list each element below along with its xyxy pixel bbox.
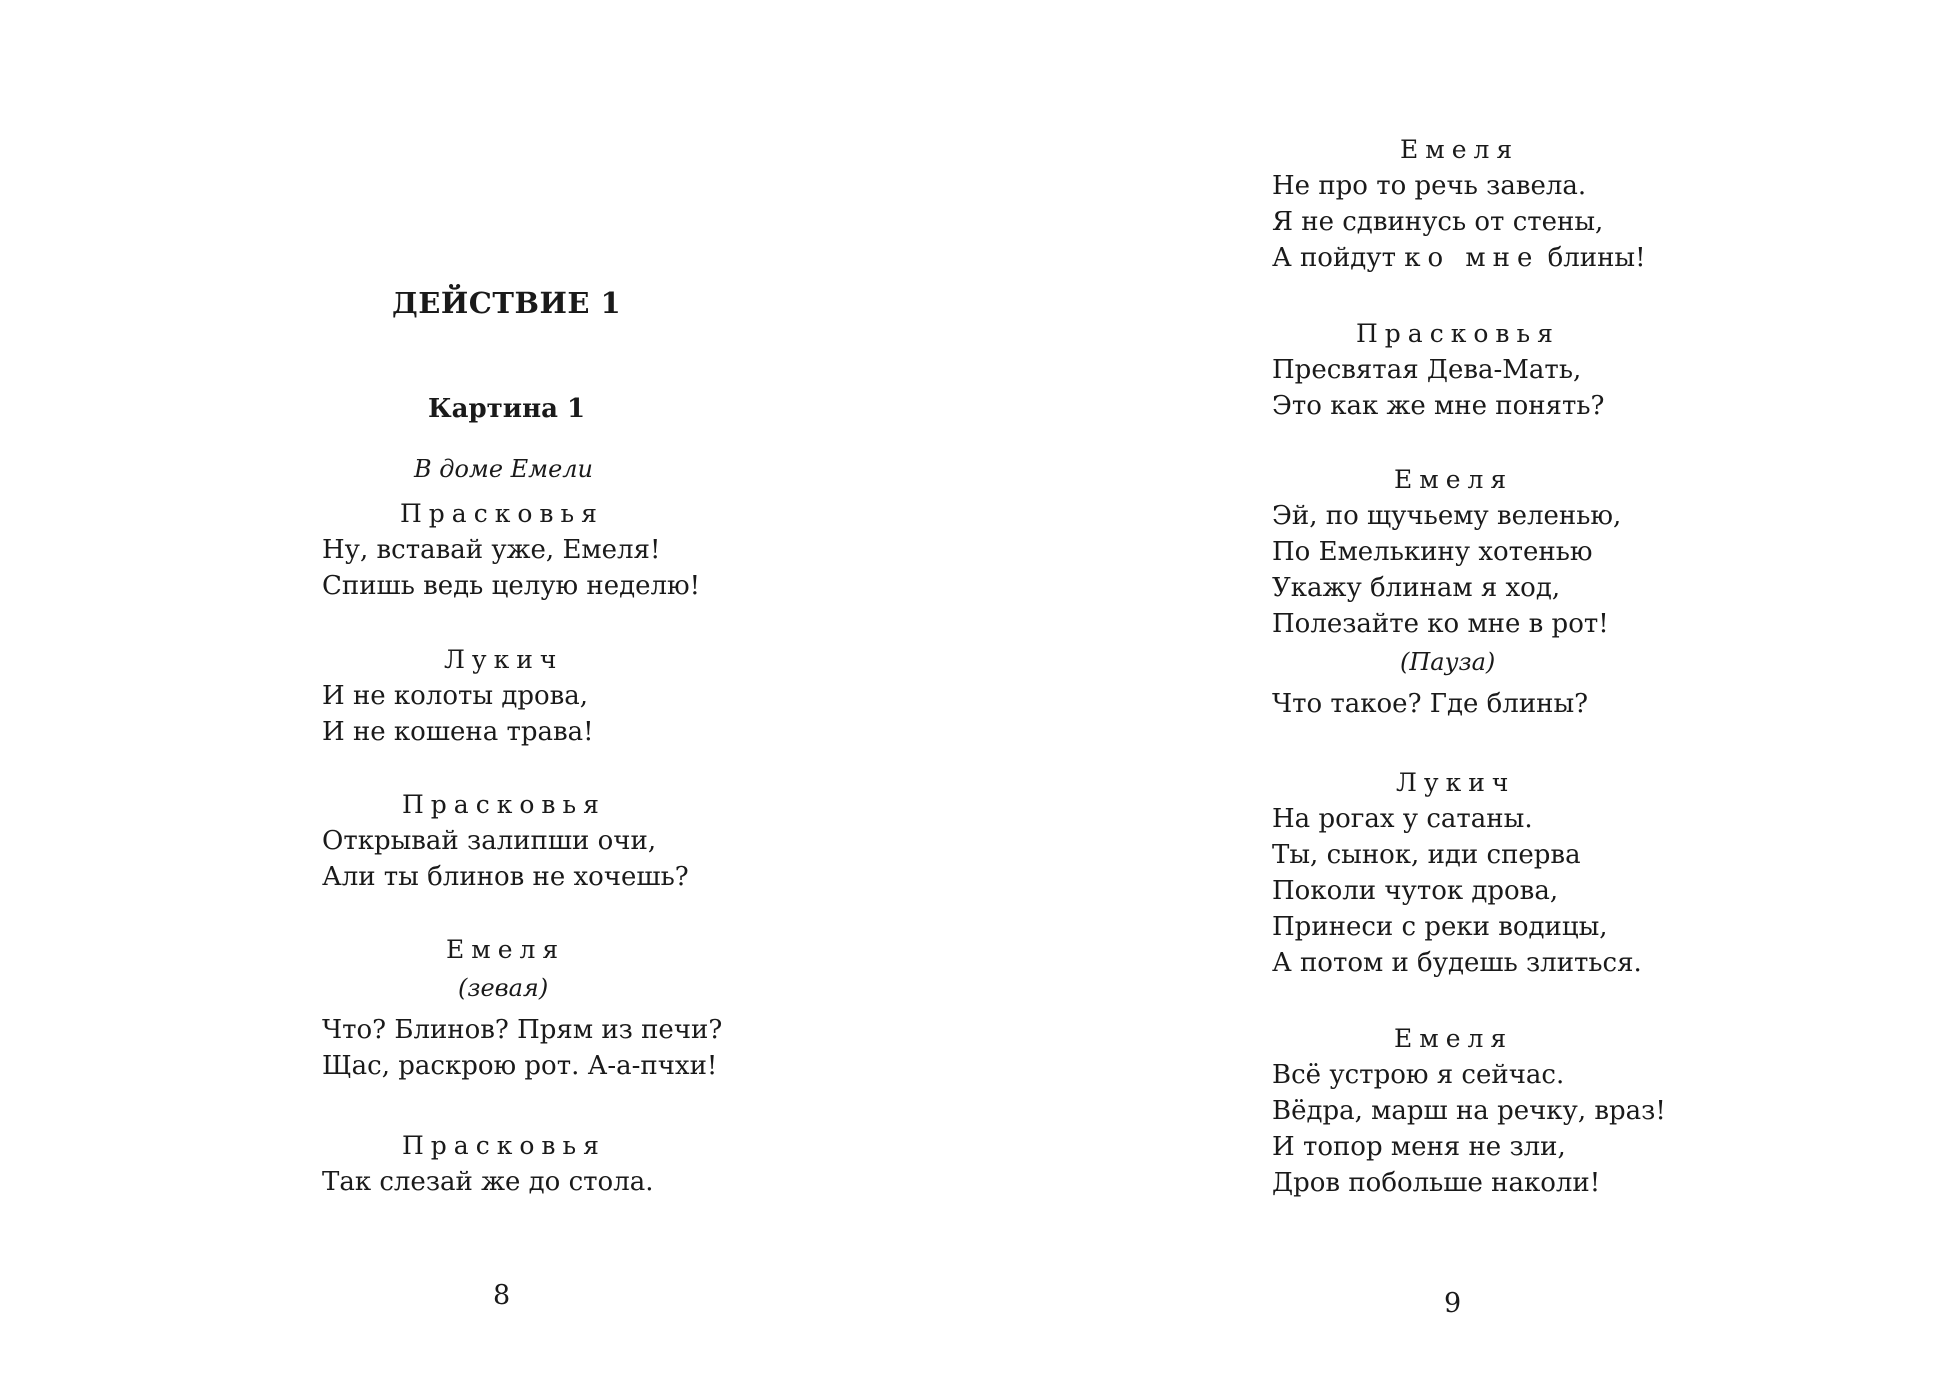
verse-line: Укажу блинам я ход, bbox=[1272, 573, 1561, 603]
speaker-name: Емеля bbox=[1400, 135, 1520, 164]
act-title: ДЕЙСТВИЕ 1 bbox=[392, 286, 622, 320]
dialogue-block bbox=[322, 496, 700, 604]
verse-line: Вёдра, марш на речку, враз! bbox=[1272, 1096, 1666, 1126]
dialogue-block bbox=[1272, 462, 1621, 722]
speaker-name: Емеля bbox=[446, 935, 566, 964]
verse-line: Это как же мне понять? bbox=[1272, 391, 1605, 421]
verse-line: Что? Блинов? Прям из печи? bbox=[322, 1015, 723, 1045]
verse-line: Спишь ведь целую неделю! bbox=[322, 571, 701, 601]
dialogue-block bbox=[1272, 316, 1604, 424]
verse-line: Полезайте ко мне в рот! bbox=[1272, 609, 1609, 639]
speaker-name: Прасковья bbox=[402, 790, 606, 819]
verse-line: И не колоты дрова, bbox=[322, 681, 589, 711]
speaker-name: Емеля bbox=[1394, 1024, 1514, 1053]
verse-line: Ну, вставай уже, Емеля! bbox=[322, 535, 661, 565]
speaker-name: Емеля bbox=[1394, 465, 1514, 494]
verse-line: Так слезай же до стола. bbox=[322, 1167, 654, 1197]
dialogue-block bbox=[322, 642, 594, 750]
verse-line: Принеси с реки водицы, bbox=[1272, 912, 1608, 942]
speaker-name: Прасковья bbox=[402, 1131, 606, 1160]
verse-line-part: А пойдут bbox=[1272, 243, 1405, 273]
verse-line-spaced: ко мне bbox=[1404, 243, 1540, 273]
stage-direction: (Пауза) bbox=[1400, 648, 1496, 676]
speaker-name: Лукич bbox=[1396, 768, 1516, 797]
verse-line: Пресвятая Дева-Мать, bbox=[1272, 355, 1582, 385]
verse-line: Всё устрою я сейчас. bbox=[1272, 1060, 1565, 1090]
verse-line: Дров побольше наколи! bbox=[1272, 1168, 1601, 1198]
verse-line: Эй, по щучьему веленью, bbox=[1272, 501, 1622, 531]
stage-setting: В доме Емели bbox=[414, 455, 594, 483]
verse-line: По Емелькину хотенью bbox=[1272, 537, 1593, 567]
page-number: 8 bbox=[493, 1280, 511, 1311]
verse-line: Что такое? Где блины? bbox=[1272, 689, 1589, 719]
verse-line: И не кошена трава! bbox=[322, 717, 594, 747]
dialogue-block bbox=[322, 787, 689, 895]
speaker-name: Прасковья bbox=[1356, 319, 1560, 348]
right-page bbox=[978, 0, 1956, 1380]
page-number: 9 bbox=[1444, 1288, 1462, 1319]
dialogue-block bbox=[322, 932, 722, 1084]
verse-line: Ты, сынок, иди сперва bbox=[1272, 840, 1581, 870]
verse-line-part: блины! bbox=[1539, 243, 1646, 273]
dialogue-block bbox=[1272, 1021, 1666, 1201]
verse-line: А потом и будешь злиться. bbox=[1272, 948, 1642, 978]
speaker-name: Прасковья bbox=[400, 499, 604, 528]
verse-line: Не про то речь завела. bbox=[1272, 171, 1587, 201]
dialogue-block bbox=[1272, 132, 1646, 276]
speaker-name: Лукич bbox=[444, 645, 564, 674]
scene-title: Картина 1 bbox=[428, 394, 586, 424]
dialogue-block bbox=[1272, 765, 1642, 981]
stage-direction: (зевая) bbox=[458, 974, 549, 1002]
verse-line: И топор меня не зли, bbox=[1272, 1132, 1566, 1162]
verse-line bbox=[1272, 240, 1646, 276]
verse-line: Открывай залипши очи, bbox=[322, 826, 657, 856]
verse-line: Я не сдвинусь от стены, bbox=[1272, 207, 1604, 237]
verse-line: Поколи чуток дрова, bbox=[1272, 876, 1559, 906]
verse-line: На рогах у сатаны. bbox=[1272, 804, 1533, 834]
dialogue-block bbox=[322, 1128, 653, 1200]
verse-line: Щас, раскрою рот. А-а-пчхи! bbox=[322, 1051, 718, 1081]
verse-line: Али ты блинов не хочешь? bbox=[322, 862, 689, 892]
